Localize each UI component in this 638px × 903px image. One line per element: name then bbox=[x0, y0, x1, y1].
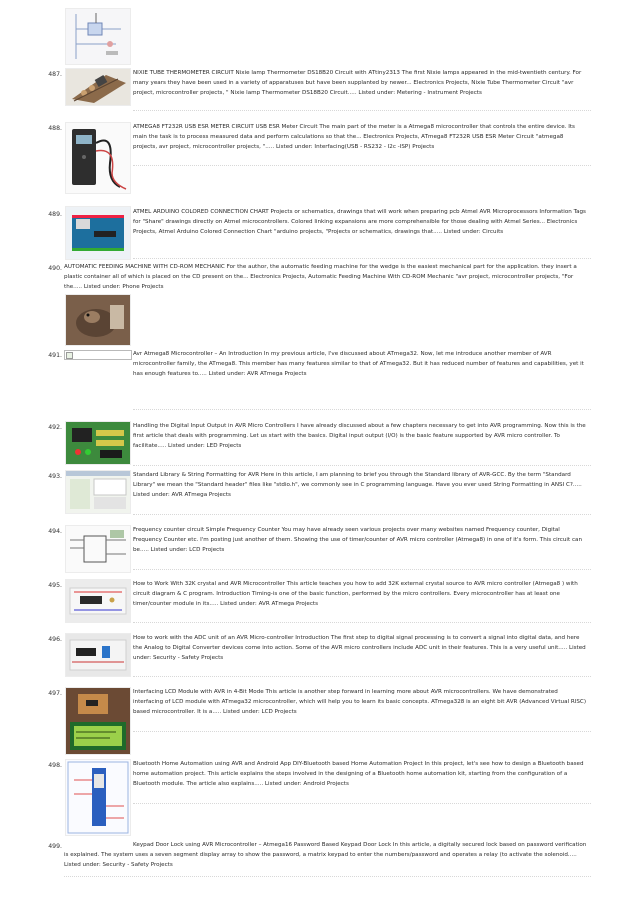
entry-description: ATMEGA8 FT232R USB ESR METER CIRCUIT USB ESR Meter Circuit The main part of the meter is a Atmega8 microcontroller that controls the entire device. Its main the task is to process measured data and perform calculations so that the... Electronics Projects, ATmega8 FT232R USB ESR Meter Circuit "atmega8 projects, avr project, microcontroller projects, "..... Listed under: Interfacing(USB - RS232 - I2c -ISP) Projects bbox=[133, 124, 575, 151]
entry-number: 494. bbox=[48, 528, 62, 535]
entry-number: 490. bbox=[48, 265, 62, 272]
counter-schematic-image bbox=[66, 526, 130, 572]
entry-description: AUTOMATIC FEEDING MACHINE WITH CD-ROM MECHANIC For the author, the automatic feeding machine for the wedge is the easiest mechanical part for the application. they insert a plastic container all of which is placed on the CD present on the... Electronics Projects, Automatic Feeding Machine With CD-ROM Mechanic "avr project, microcontroller projects, "For the..... Listed under: Phone Projects bbox=[64, 264, 577, 291]
lcd-module-image bbox=[66, 688, 130, 754]
entry-description: Interfacing LCD Module with AVR in 4-Bit Mode This article is another step forward in learning more about AVR microcontrollers. We have demonstrated interfacing of LCD module with ATmega32 microcontroller, which will help you to learn its basic concepts. ATmega328 is an eight bit AVR (Advanced Virtual RISC) based microcontroller. It is a..... Listed under: LCD Projects bbox=[133, 689, 587, 716]
entry-number: 489. bbox=[48, 211, 62, 218]
entry-number: 493. bbox=[48, 473, 62, 480]
entry-separator bbox=[133, 465, 591, 466]
entry-description: Frequency counter circuit Simple Frequency Counter You may have already seen various projects over many websites named Frequency counter, Digital Frequency Counter etc. I'm posting just another of them. Showing the use of timer/counter of AVR micro controller (Atmega8) in one of it's form. This circuit can be..... Listed under: LCD Projects bbox=[133, 527, 583, 554]
entry-separator bbox=[133, 110, 591, 111]
ide-screenshot-image bbox=[66, 471, 130, 513]
thumbnail-lcd-4bit[interactable] bbox=[65, 687, 131, 755]
entry-separator bbox=[133, 569, 591, 570]
nixie-board-image bbox=[66, 69, 130, 105]
entry-number: 495. bbox=[48, 582, 62, 589]
thumbnail-esr-meter[interactable] bbox=[65, 122, 131, 194]
entry-separator bbox=[133, 514, 591, 515]
entry-number: 497. bbox=[48, 690, 62, 697]
entry-description: Avr Atmega8 Microcontroller – An Introduction In my previous article, I've discussed about ATmega32. Now, let me introduce another member of AVR microcontroller family, the ATmega8. This member has many features similar to that of ATmega32. But it has reduced number of features and capabilities, yet it has enough features to..... Listed under: AVR ATmega Projects bbox=[133, 351, 584, 378]
entry-description: Keypad Door Lock using AVR Microcontroller – Atmega16 Password Based Keypad Door Lock In this article, a digitally secured lock based on password verification is explained. The system uses a seven segment display array to show the password, a matrix keypad to enter the numbers/password and operates a relay (to activate the solenoid..... Listed under: Security - Safety Projects bbox=[64, 842, 587, 869]
entry-separator bbox=[133, 676, 591, 677]
esr-meter-image bbox=[66, 123, 130, 193]
entry-number: 499. bbox=[48, 843, 62, 850]
thumbnail-frequency-counter[interactable] bbox=[65, 525, 131, 573]
entry-separator bbox=[64, 876, 591, 877]
dev-board-image bbox=[66, 422, 130, 464]
thumbnail-nixie-thermometer[interactable] bbox=[65, 68, 131, 106]
entry-separator bbox=[133, 165, 591, 166]
adc-breadboard-image bbox=[66, 634, 130, 676]
entry-description: Bluetooth Home Automation using AVR and Android App DIY-Bluetooth based Home Automation Project In this project, let's see how to design a Bluetooth based home automation project. This article explains the steps involved in the designing of a Bluetooth home automation kit, starting from the configuration of a Bluetooth module. The article also explains..... Listed under: Android Projects bbox=[133, 761, 584, 788]
arduino-board-image bbox=[66, 207, 130, 259]
entry-description: Handling the Digital Input Output in AVR Micro Controllers I have already discussed about a few chapters necessary to get into AVR programming. Now this is the first article that deals with programming. Let us start with the basics. Digital input output (I/O) is the basic feature supported by AVR micro controller. To facilitate..... Listed under: LED Projects bbox=[133, 423, 586, 450]
thumbnail-bluetooth-automation[interactable] bbox=[65, 759, 131, 836]
entry-description: How to Work With 32K crystal and AVR Microcontroller This article teaches you how to add 32K external crystal source to AVR micro controller (Atmega8 ) with circuit diagram & C program. Introduction Timing-is one of the basic function, performed by the micro controllers. Every microcontroller has at least one timer/counter module in its..... Listed under: AVR ATmega Projects bbox=[133, 581, 578, 608]
thumbnail-feeding-machine[interactable] bbox=[65, 294, 131, 346]
entry-description: ATMEL ARDUINO COLORED CONNECTION CHART Projects or schematics, drawings that will work when preparing pcb Atmel AVR Microprocessors Information Tags for "Share" drawings directly on Atmel microcontrollers. Colored linking expansions are more comprehensible for those dealing with Atmel Series... Electronics Projects, Atmel Arduino Colored Connection Chart "arduino projects, "Projects or schematics, drawings that..... Listed under: Circuits bbox=[133, 209, 586, 236]
entry-separator bbox=[133, 409, 591, 410]
entry-number: 492. bbox=[48, 424, 62, 431]
entry-number: 488. bbox=[48, 125, 62, 132]
thumbnail-adc-unit[interactable] bbox=[65, 633, 131, 677]
entry-separator bbox=[133, 258, 591, 259]
thumbnail-standard-library[interactable] bbox=[65, 470, 131, 514]
entry-separator bbox=[133, 622, 591, 623]
entry-number: 487. bbox=[48, 71, 62, 78]
breadboard-image bbox=[66, 580, 130, 622]
thumbnail-arduino-chart[interactable] bbox=[65, 206, 131, 260]
entry-number: 491. bbox=[48, 352, 62, 359]
entry-description: How to work with the ADC unit of an AVR Micro-controller Introduction The first step to digital signal processing is to convert a signal into digital data, and here the Analog to Digital Converter devices come into action. Some of the AVR micro controllers include ADC unit in their features. This is a very useful unit..... Listed under: Security - Safety Projects bbox=[133, 635, 586, 662]
entry-separator bbox=[133, 731, 591, 732]
entry-number: 498. bbox=[48, 762, 62, 769]
schematic-image bbox=[66, 9, 130, 64]
entry-description: Standard Library & String Formatting for AVR Here in this article, I am planning to brief you through the Standard library of AVR-GCC. By the term "Standard Library" we mean the "Standard header" files like "stdio.h", we commonly see in C programming language. Have you ever used String Formatting in ANSI C?..... Listed under: AVR ATmega Projects bbox=[133, 472, 582, 499]
feeding-machine-image bbox=[66, 295, 130, 345]
entry-number: 496. bbox=[48, 636, 62, 643]
bluetooth-module-image bbox=[66, 760, 130, 835]
thumbnail-digital-io[interactable] bbox=[65, 421, 131, 465]
thumbnail-prev-schematic[interactable] bbox=[65, 8, 131, 65]
entry-description: NIXIE TUBE THERMOMETER CIRCUIT Nixie lamp Thermometer DS18B20 Circuit with ATtiny2313 The first Nixie lamps appeared in the mid-twentieth century. For many years they have been used in a variety of apparatuses but have been supplanted by newer... Electronics Projects, Nixie Tube Thermometer Circuit "avr project, microcontroller projects, " Nixie lamp Thermometer DS18B20 Circuit..... Listed under: Metering - Instrument Projects bbox=[133, 70, 582, 97]
entry-separator bbox=[133, 803, 591, 804]
thumbnail-32k-crystal[interactable] bbox=[65, 579, 131, 623]
broken-image-placeholder bbox=[64, 350, 132, 360]
